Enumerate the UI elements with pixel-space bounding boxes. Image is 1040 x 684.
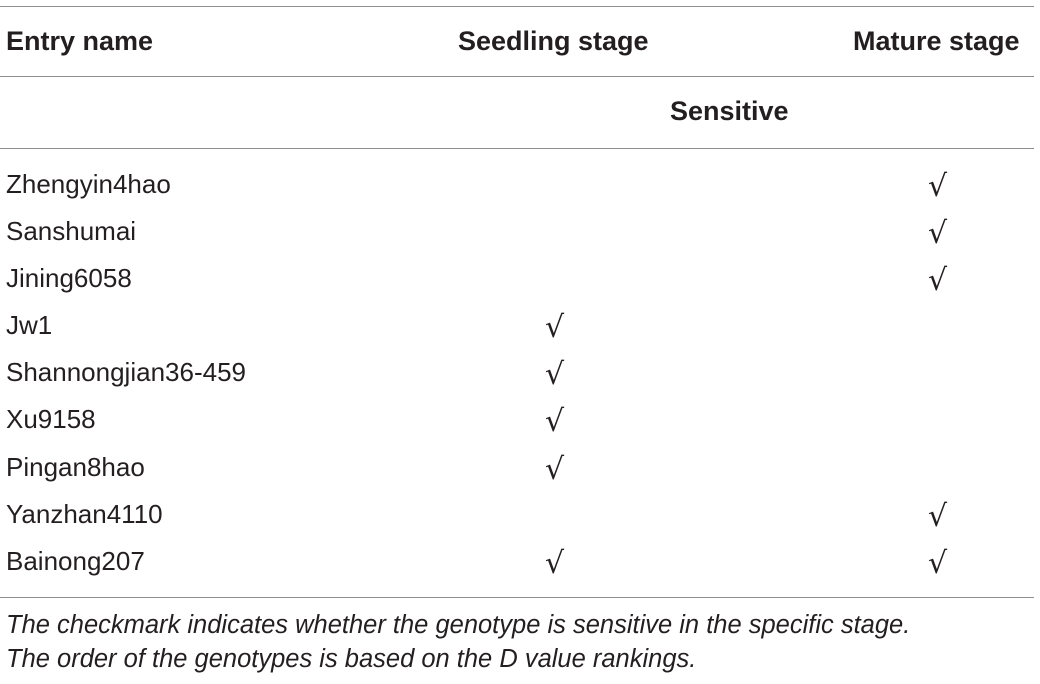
footnote-line: The order of the genotypes is based on the D value rankings. <box>6 645 697 673</box>
mature-check-cell: √ <box>928 263 948 299</box>
entry-name-cell: Shannongjian36-459 <box>6 357 246 388</box>
table-row <box>0 303 1034 350</box>
mature-check-cell: √ <box>928 216 948 252</box>
table-row <box>0 350 1034 397</box>
group-label-sensitive: Sensitive <box>670 96 789 126</box>
seedling-check-cell: √ <box>545 404 565 440</box>
seedling-check-cell: √ <box>545 545 565 581</box>
bottom-rule <box>0 597 1034 598</box>
seedling-check-cell: √ <box>545 451 565 487</box>
table-row <box>0 256 1034 303</box>
header-rule <box>0 76 1034 77</box>
table-body <box>0 162 1034 586</box>
entry-name-cell: Xu9158 <box>6 404 96 435</box>
table-row <box>0 209 1034 256</box>
entry-name-cell: Sanshumai <box>6 216 137 247</box>
table-row <box>0 445 1034 492</box>
mature-check-cell: √ <box>928 498 948 534</box>
table-row <box>0 492 1034 539</box>
header-entry-name: Entry name <box>6 26 154 56</box>
mature-check-cell: √ <box>928 545 948 581</box>
table-row <box>0 397 1034 444</box>
top-rule <box>0 6 1034 7</box>
entry-name-cell: Jining6058 <box>6 263 132 294</box>
entry-name-cell: Bainong207 <box>6 545 145 576</box>
entry-name-cell: Jw1 <box>6 310 53 341</box>
entry-name-cell: Zhengyin4hao <box>6 169 171 199</box>
footnote-line: The checkmark indicates whether the genotype is sensitive in the specific stage. <box>6 611 911 639</box>
seedling-check-cell: √ <box>545 310 565 346</box>
table-row <box>0 539 1034 586</box>
entry-name-cell: Pingan8hao <box>6 451 145 482</box>
header-seedling-stage: Seedling stage <box>458 26 649 56</box>
seedling-check-cell: √ <box>545 357 565 393</box>
entry-name-cell: Yanzhan4110 <box>6 498 163 529</box>
mature-check-cell: √ <box>928 169 948 204</box>
header-mature-stage: Mature stage <box>853 26 1020 56</box>
table-footnote <box>6 608 1036 676</box>
group-rule <box>0 148 1034 149</box>
table-row <box>0 162 1034 209</box>
